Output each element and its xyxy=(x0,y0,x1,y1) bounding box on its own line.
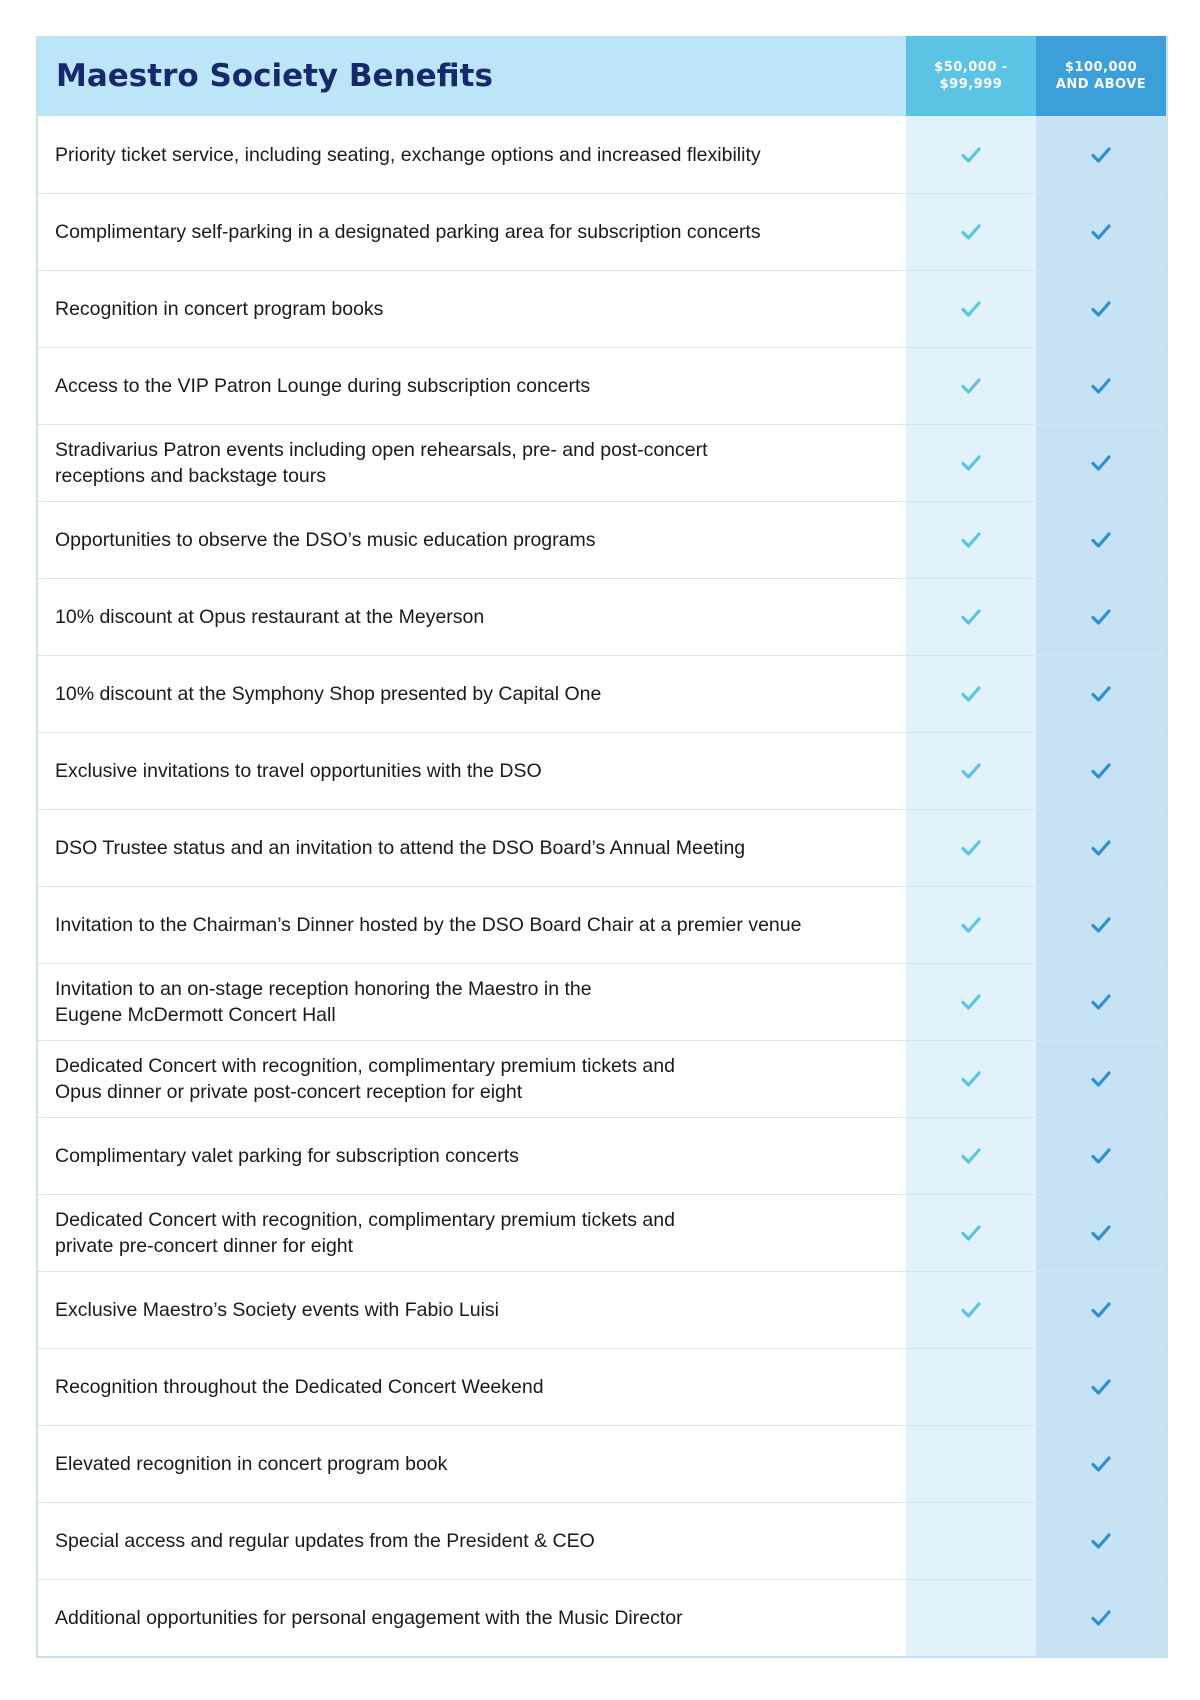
benefit-label: Exclusive Maestro’s Society events with Fabio Luisi xyxy=(55,1299,499,1321)
checkmark-icon xyxy=(1091,454,1111,472)
tier-50k-cell xyxy=(906,1503,1036,1579)
checkmark-icon xyxy=(961,993,981,1011)
tier-100k-cell xyxy=(1036,425,1166,501)
checkmark-icon xyxy=(1091,993,1111,1011)
benefit-cell xyxy=(38,116,906,193)
table-row xyxy=(38,1502,1166,1579)
table-row xyxy=(38,809,1166,886)
table-row xyxy=(38,1348,1166,1425)
checkmark-icon xyxy=(1091,685,1111,703)
tier-100k-cell xyxy=(1036,348,1166,424)
benefit-label: Additional opportunities for personal engagement with the Music Director xyxy=(55,1607,683,1629)
checkmark-icon xyxy=(1091,1609,1111,1627)
checkmark-icon xyxy=(1091,1455,1111,1473)
benefit-cell xyxy=(38,733,906,809)
tier-100k-label: $100,000 AND ABOVE xyxy=(1055,60,1147,92)
tier-50k-cell xyxy=(906,1426,1036,1502)
benefit-cell xyxy=(38,1272,906,1348)
benefit-label: Recognition throughout the Dedicated Concert Weekend xyxy=(55,1376,544,1398)
benefit-cell xyxy=(38,579,906,655)
benefit-label: Access to the VIP Patron Lounge during subscription concerts xyxy=(55,375,591,397)
tier-50k-cell xyxy=(906,116,1036,193)
checkmark-icon xyxy=(961,1224,981,1242)
tier-50k-cell xyxy=(906,1272,1036,1348)
table-row xyxy=(38,886,1166,963)
tier-100k-header xyxy=(1036,36,1166,116)
tier-100k-cell xyxy=(1036,1349,1166,1425)
tier-100k-cell xyxy=(1036,1118,1166,1194)
table-row xyxy=(38,732,1166,809)
checkmark-icon xyxy=(1091,146,1111,164)
checkmark-icon xyxy=(1091,1070,1111,1088)
checkmark-icon xyxy=(961,146,981,164)
tier-100k-cell xyxy=(1036,502,1166,578)
table-row xyxy=(38,116,1166,193)
tier-50k-cell xyxy=(906,1195,1036,1271)
tier-100k-cell xyxy=(1036,733,1166,809)
benefit-label: Elevated recognition in concert program book xyxy=(55,1453,448,1475)
benefits-list xyxy=(38,116,1166,1656)
benefit-label: 10% discount at the Symphony Shop presented by Capital One xyxy=(55,683,602,705)
checkmark-icon xyxy=(961,1147,981,1165)
table-row xyxy=(38,1194,1166,1271)
benefit-cell xyxy=(38,1349,906,1425)
page-title: Maestro Society Benefits xyxy=(38,36,906,116)
benefit-cell xyxy=(38,1041,906,1117)
benefit-cell xyxy=(38,348,906,424)
checkmark-icon xyxy=(961,762,981,780)
benefit-label: Complimentary valet parking for subscription concerts xyxy=(55,1145,519,1167)
tier-50k-cell xyxy=(906,1580,1036,1656)
checkmark-icon xyxy=(961,685,981,703)
checkmark-icon xyxy=(1091,916,1111,934)
tier-50k-cell xyxy=(906,1118,1036,1194)
benefit-label: Complimentary self-parking in a designated parking area for subscription concerts xyxy=(55,221,761,243)
checkmark-icon xyxy=(1091,1224,1111,1242)
tier-50k-cell xyxy=(906,887,1036,963)
table-row xyxy=(38,347,1166,424)
checkmark-icon xyxy=(961,377,981,395)
benefit-label: Exclusive invitations to travel opportunities with the DSO xyxy=(55,760,542,782)
table-header xyxy=(38,36,1166,116)
benefit-cell xyxy=(38,1426,906,1502)
checkmark-icon xyxy=(1091,1378,1111,1396)
benefit-label: Invitation to the Chairman’s Dinner hosted by the DSO Board Chair at a premier venue xyxy=(55,914,802,936)
checkmark-icon xyxy=(1091,377,1111,395)
tier-50k-label: $50,000 - $99,999 xyxy=(934,60,1008,92)
benefit-cell xyxy=(38,1118,906,1194)
tier-50k-cell xyxy=(906,579,1036,655)
checkmark-icon xyxy=(1091,1532,1111,1550)
checkmark-icon xyxy=(961,916,981,934)
benefit-cell xyxy=(38,964,906,1040)
benefit-label: DSO Trustee status and an invitation to attend the DSO Board’s Annual Meeting xyxy=(55,837,746,859)
benefit-cell xyxy=(38,1503,906,1579)
tier-100k-cell xyxy=(1036,810,1166,886)
tier-100k-cell xyxy=(1036,1580,1166,1656)
benefit-cell xyxy=(38,425,906,501)
tier-50k-cell xyxy=(906,1041,1036,1117)
tier-50k-cell xyxy=(906,810,1036,886)
table-row xyxy=(38,501,1166,578)
checkmark-icon xyxy=(1091,1147,1111,1165)
tier-100k-cell xyxy=(1036,1503,1166,1579)
tier-100k-cell xyxy=(1036,271,1166,347)
checkmark-icon xyxy=(961,223,981,241)
benefit-label: Opportunities to observe the DSO’s music education programs xyxy=(55,529,596,551)
tier-100k-cell xyxy=(1036,116,1166,193)
benefit-label: Invitation to an on-stage reception honoring the Maestro in the Eugene McDermott Concert Hall xyxy=(55,978,592,1026)
tier-50k-cell xyxy=(906,348,1036,424)
checkmark-icon xyxy=(1091,300,1111,318)
tier-100k-cell xyxy=(1036,964,1166,1040)
table-row xyxy=(38,270,1166,347)
benefit-label: Dedicated Concert with recognition, complimentary premium tickets and Opus dinner or private post-concert reception for eight xyxy=(55,1055,675,1103)
tier-100k-cell xyxy=(1036,887,1166,963)
tier-50k-cell xyxy=(906,502,1036,578)
table-row xyxy=(38,963,1166,1040)
benefit-cell xyxy=(38,1195,906,1271)
checkmark-icon xyxy=(961,454,981,472)
tier-100k-cell xyxy=(1036,194,1166,270)
benefit-label: Recognition in concert program books xyxy=(55,298,384,320)
table-row xyxy=(38,1425,1166,1502)
benefit-cell xyxy=(38,271,906,347)
checkmark-icon xyxy=(1091,1301,1111,1319)
benefit-cell xyxy=(38,656,906,732)
tier-50k-header xyxy=(906,36,1036,116)
table-row xyxy=(38,424,1166,501)
benefit-cell xyxy=(38,810,906,886)
checkmark-icon xyxy=(1091,839,1111,857)
checkmark-icon xyxy=(961,839,981,857)
benefit-cell xyxy=(38,887,906,963)
benefit-label: Dedicated Concert with recognition, complimentary premium tickets and private pre-concert dinner for eight xyxy=(55,1209,675,1257)
checkmark-icon xyxy=(1091,608,1111,626)
table-row xyxy=(38,1040,1166,1117)
tier-50k-cell xyxy=(906,194,1036,270)
tier-50k-cell xyxy=(906,271,1036,347)
benefit-cell xyxy=(38,502,906,578)
checkmark-icon xyxy=(1091,223,1111,241)
tier-100k-cell xyxy=(1036,1041,1166,1117)
tier-50k-cell xyxy=(906,425,1036,501)
benefit-cell xyxy=(38,194,906,270)
tier-100k-cell xyxy=(1036,579,1166,655)
table-row xyxy=(38,1271,1166,1348)
benefit-label: Special access and regular updates from the President & CEO xyxy=(55,1530,595,1552)
tier-100k-cell xyxy=(1036,1426,1166,1502)
table-row xyxy=(38,1117,1166,1194)
table-row xyxy=(38,193,1166,270)
benefit-cell xyxy=(38,1580,906,1656)
checkmark-icon xyxy=(961,1070,981,1088)
tier-100k-cell xyxy=(1036,1195,1166,1271)
checkmark-icon xyxy=(961,531,981,549)
tier-50k-cell xyxy=(906,964,1036,1040)
benefits-table xyxy=(36,36,1168,1658)
table-row xyxy=(38,1579,1166,1656)
tier-50k-cell xyxy=(906,733,1036,809)
tier-50k-cell xyxy=(906,1349,1036,1425)
tier-100k-cell xyxy=(1036,1272,1166,1348)
table-row xyxy=(38,578,1166,655)
checkmark-icon xyxy=(961,300,981,318)
tier-100k-cell xyxy=(1036,656,1166,732)
checkmark-icon xyxy=(961,1301,981,1319)
benefit-label: Priority ticket service, including seating, exchange options and increased flexibility xyxy=(55,143,761,166)
benefit-label: 10% discount at Opus restaurant at the Meyerson xyxy=(55,606,485,628)
checkmark-icon xyxy=(961,608,981,626)
benefit-label: Stradivarius Patron events including open rehearsals, pre- and post-concert receptions and backstage tours xyxy=(55,439,708,487)
checkmark-icon xyxy=(1091,762,1111,780)
tier-50k-cell xyxy=(906,656,1036,732)
table-row xyxy=(38,655,1166,732)
checkmark-icon xyxy=(1091,531,1111,549)
